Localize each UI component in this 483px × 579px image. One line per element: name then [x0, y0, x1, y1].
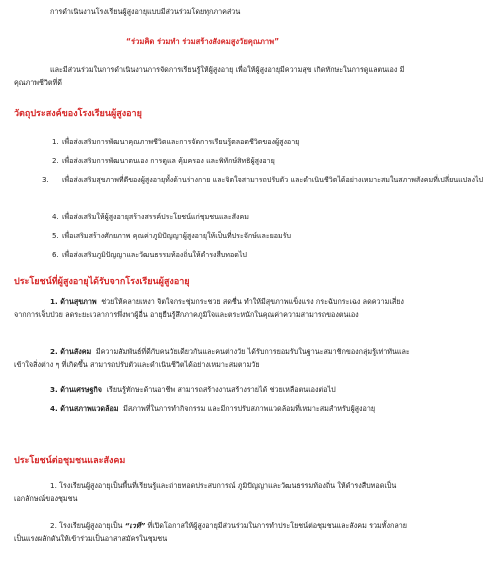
benefit-social: 2. ด้านสังคม มีความสัมพันธ์ที่ดีกับคนวัยเดียวกันและคนต่างวัย ได้รับการยอมรับในฐานะสมาชิกของกลุ่มรู้เท่าทันและเข้าใจสิ่งต่าง ๆ ที่เกิดขึ้น สามารถปรับตัวและดำเนินชีวิตได้อย่างเหมาะสมตามวัย: [14, 347, 410, 369]
benefit-economy: 3. ด้านเศรษฐกิจ เรียนรู้ทักษะด้านอาชีพ สามารถสร้างงานสร้างรายได้ ช่วยเหลือตนเองต่อไป: [50, 385, 336, 394]
intro-line: การดำเนินงานโรงเรียนผู้สูงอายุแบบมีส่วนร่วมโดยทุกภาคส่วน: [50, 7, 241, 16]
objective-item: 2. เพื่อส่งเสริมการพัฒนาตนเอง การดูแล คุ้มครอง และพิทักษ์สิทธิผู้สูงอายุ: [52, 156, 275, 165]
intro-paragraph: และมีส่วนร่วมในการดำเนินงานการจัดการเรียนรู้ให้ผู้สูงอายุ เพื่อให้ผู้สูงอายุมีความสุข เกิดทักษะในการดูแลตนเอง มีคุณภาพชีวิตที่ดี: [14, 65, 405, 87]
community-benefit-1: 1. โรงเรียนผู้สูงอายุเป็นพื้นที่เรียนรู้และถ่ายทอดประสบการณ์ ภูมิปัญญาและวัฒนธรรมท้องถิ่น ให้ดำรงสืบทอดเป็นเอกลักษณ์ของชุมชน: [14, 481, 397, 503]
objective-item: 5. เพื่อเสริมสร้างศักยภาพ คุณค่าภูมิปัญญาผู้สูงอายุให้เป็นที่ประจักษ์และยอมรับ: [52, 231, 292, 240]
benefit-environment: 4. ด้านสภาพแวดล้อม มีสภาพที่ในการทำกิจกรรม และมีการปรับสภาพแวดล้อมที่เหมาะสมสำหรับผู้สูงอายุ: [50, 404, 376, 413]
community-benefit-2: 2. โรงเรียนผู้สูงอายุเป็น “เวที” ที่เปิดโอกาสให้ผู้สูงอายุมีส่วนร่วมในการทำประโยชน์ต่อชุมชนและสังคม รวมทั้งกลายเป็นแรงผลักดันให้เข้าร่วมเป็นอาสาสมัครในชุมชน: [14, 521, 408, 543]
benefit-health: 1. ด้านสุขภาพ ช่วยให้คลายเหงา จิตใจกระชุ่มกระชวย สดชื่น ทำให้มีสุขภาพแข็งแรง กระฉับกระเฉง ลดความเสี่ยงจากการเจ็บป่วย ลดระยะเวลาการพึ่งพาผู้อื่น อายุยืนรู้สึกภาคภูมิใจและตระหนักในคุณค่าความสามารถของตนเอง: [14, 297, 404, 319]
objectives-heading: วัตถุประสงค์ของโรงเรียนผู้สูงอายุ: [14, 109, 142, 119]
elder-benefits-heading: ประโยชน์ที่ผู้สูงอายุได้รับจากโรงเรียนผู้สูงอายุ: [14, 277, 190, 287]
community-benefits-heading: ประโยชน์ต่อชุมชนและสังคม: [14, 456, 126, 466]
objective-item: 3. เพื่อส่งเสริมสุขภาพที่ดีของผู้สูงอายุทั้งด้านร่างกาย และจิตใจสามารถปรับตัว และดำเนินชีวิตได้อย่างเหมาะสมในสภาพสังคมที่เปลี่ยนแปลงไป: [42, 175, 483, 184]
objective-item: 1. เพื่อส่งเสริมการพัฒนาคุณภาพชีวิตและการจัดการเรียนรู้ตลอดชีวิตของผู้สูงอายุ: [52, 137, 300, 146]
objective-item: 6. เพื่อส่งเสริมภูมิปัญญาและวัฒนธรรมท้องถิ่นให้ดำรงสืบทอดไป: [52, 250, 247, 259]
objective-item: 4. เพื่อส่งเสริมให้ผู้สูงอายุสร้างสรรค์ประโยชน์แก่ชุมชนและสังคม: [52, 212, 249, 221]
slogan: “ร่วมคิด ร่วมทำ ร่วมสร้างสังคมสูงวัยคุณภาพ”: [126, 37, 280, 46]
